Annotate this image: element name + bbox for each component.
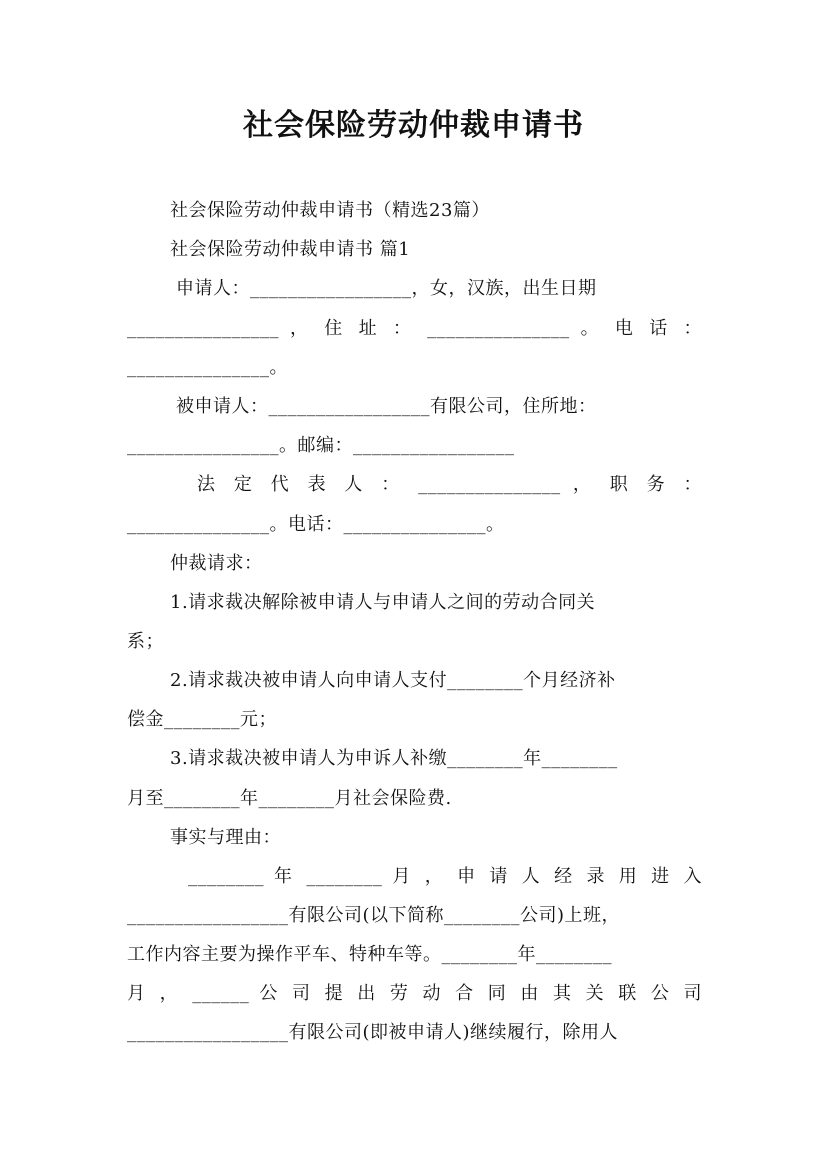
facts-line-1: ________ 年 ________ 月 ， 申 请 人 经 录 用 进 入 <box>188 866 702 887</box>
facts-line-3: 工作内容主要为操作平车、特种车等。________年________ <box>127 944 612 965</box>
facts-line-4: 月 ， ______ 公 司 提 出 劳 动 合 同 由 其 关 联 公 司 <box>127 983 702 1004</box>
document-title: 社会保险劳动仲裁申请书 <box>243 108 584 143</box>
claim-2-line: 2.请求裁决被申请人向申请人支付________个月经济补 <box>170 670 616 691</box>
postcode-line: ________________。邮编：_________________ <box>127 435 515 456</box>
applicant-line: 申请人：_________________，女，汉族，出生日期 <box>176 278 597 299</box>
legal-representative-line: 法 定 代 表 人 ： _______________ ， 职 务 ： <box>197 474 702 495</box>
respondent-line: 被申请人：_________________有限公司，住所地： <box>176 396 597 417</box>
claim-1-line: 1.请求裁决解除被申请人与申请人之间的劳动合同关 <box>170 592 596 613</box>
facts-line-2: _________________有限公司(以下简称________公司)上班， <box>127 905 621 926</box>
address-line: ________________ ， 住 址 ： _______________ 。 电 话 ： <box>127 318 702 339</box>
phone-line: _______________。 <box>127 357 288 378</box>
facts-heading: 事实与理由： <box>170 827 281 848</box>
section-heading: 社会保险劳动仲裁申请书 篇1 <box>170 239 411 260</box>
claim-2-continuation: 偿金________元； <box>127 709 277 730</box>
claim-3-continuation: 月至________年________月社会保险费. <box>127 788 452 809</box>
claim-3-line: 3.请求裁决被申请人为申诉人补缴________年________ <box>170 748 618 769</box>
representative-phone-line: _______________。电话：_______________。 <box>127 514 505 535</box>
facts-line-5: _________________有限公司(即被申请人)继续履行，除用人 <box>127 1022 619 1043</box>
claim-1-continuation: 系； <box>127 631 164 652</box>
subtitle-line: 社会保险劳动仲裁申请书（精选23篇） <box>170 200 490 221</box>
claims-heading: 仲裁请求： <box>170 553 263 574</box>
